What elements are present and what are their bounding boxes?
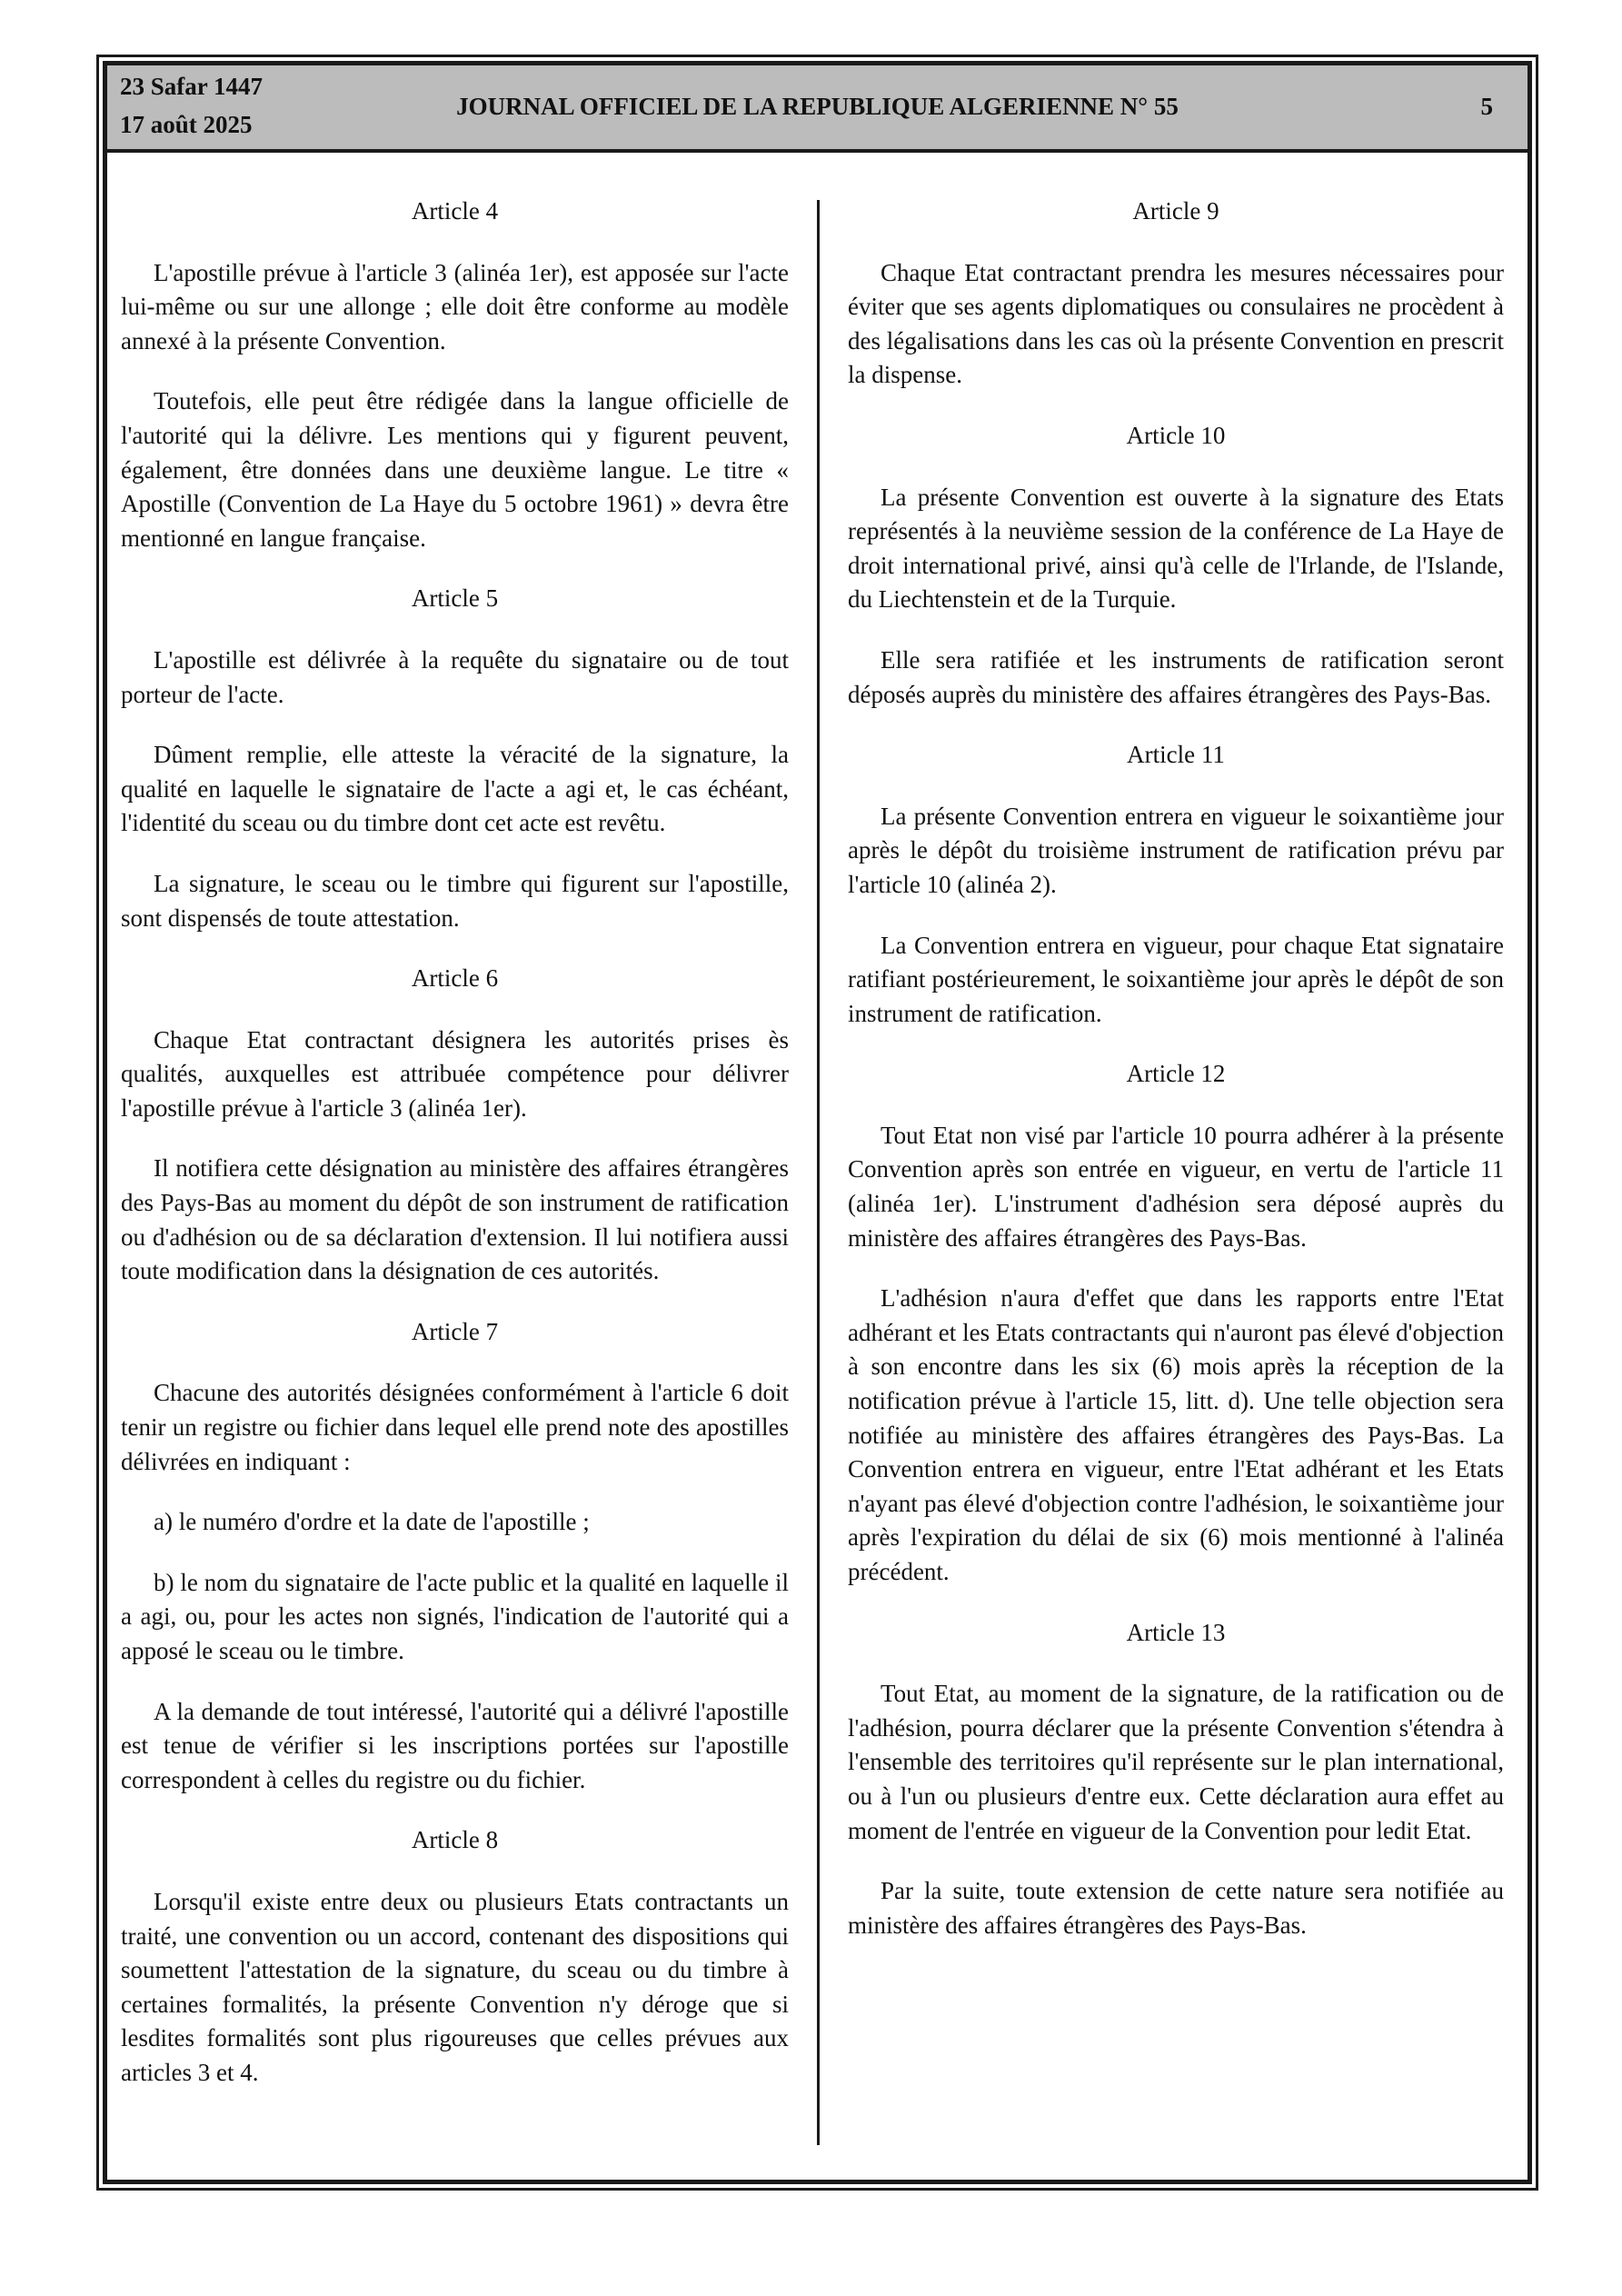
article-paragraph: Chaque Etat contractant désignera les autorités prises ès qualités, auxquelles est attribuée compétence pour délivrer l'apostille prévue à l'article 3 (alinéa 1er). <box>121 1025 789 1122</box>
article-heading: Article 7 <box>411 1317 499 1345</box>
article-paragraph: Tout Etat non visé par l'article 10 pourra adhérer à la présente Convention après son entrée en vigueur, en vertu de l'article 11 (alinéa 1er). L'instrument d'adhésion sera déposé auprès du ministère des affaires étrangères des Pays-Bas. <box>848 1121 1504 1252</box>
article-paragraph: b) le nom du signataire de l'acte public et la qualité en laquelle il a agi, ou, pour les actes non signés, l'indication de l'autorité qui a apposé le sceau ou le timbre. <box>121 1568 789 1664</box>
article-paragraph: Toutefois, elle peut être rédigée dans la langue officielle de l'autorité qui la délivre. Les mentions qui y figurent peuvent, également, être données dans une deuxième langue. Le titre « Apostille (Convention de La Haye du 5 octobre 1961) » devra être mentionné en langue française. <box>121 387 789 552</box>
article-heading: Article 8 <box>411 1826 499 1854</box>
article-paragraph: La signature, le sceau ou le timbre qui figurent sur l'apostille, sont dispensés de toute attestation. <box>121 869 789 932</box>
article-paragraph: La présente Convention est ouverte à la signature des Etats représentés à la neuvième session de la conférence de La Haye de droit international privé, ainsi qu'à celle de l'Irlande, de l'Islande, du Liechtenstein et de la Turquie. <box>848 483 1504 614</box>
article-heading: Article 11 <box>1127 741 1225 769</box>
article-paragraph: Par la suite, toute extension de cette nature sera notifiée au ministère des affaires étrangères des Pays-Bas. <box>848 1877 1504 1939</box>
article-heading: Article 10 <box>1126 421 1226 449</box>
right-column <box>848 195 1504 1969</box>
article-paragraph: L'apostille est délivrée à la requête du signataire ou de tout porteur de l'acte. <box>121 645 789 708</box>
article-heading: Article 9 <box>1132 197 1219 225</box>
hijri-date: 23 Safar 1447 <box>120 73 264 100</box>
article-heading: Article 5 <box>411 584 499 613</box>
article-paragraph: Elle sera ratifiée et les instruments de ratification seront déposés auprès du ministère des affaires étrangères des Pays-Bas. <box>848 645 1504 708</box>
journal-header <box>107 65 1527 153</box>
article-heading: Article 13 <box>1126 1618 1226 1646</box>
gregorian-date: 17 août 2025 <box>120 111 253 138</box>
page-number: 5 <box>1480 93 1493 120</box>
article-paragraph: La Convention entrera en vigueur, pour chaque Etat signataire ratifiant postérieurement, le soixantième jour après le dépôt de son instrument de ratification. <box>848 931 1504 1027</box>
article-paragraph: a) le numéro d'ordre et la date de l'apostille ; <box>154 1508 590 1536</box>
article-paragraph: La présente Convention entrera en vigueur le soixantième jour après le dépôt du troisième instrument de ratification prévu par l'article 10 (alinéa 2). <box>848 802 1504 898</box>
article-paragraph: Il notifiera cette désignation au ministère des affaires étrangères des Pays-Bas au moment du dépôt de son instrument de ratification ou d'adhésion ou de sa déclaration d'extension. Il lui notifiera aussi toute modification dans la désignation de ces autorités. <box>121 1154 789 1285</box>
article-paragraph: Chacune des autorités désignées conformément à l'article 6 doit tenir un registre ou fichier dans lequel elle prend note des apostilles délivrées en indiquant : <box>121 1379 789 1475</box>
left-column <box>121 195 789 2117</box>
article-paragraph: Lorsqu'il existe entre deux ou plusieurs Etats contractants un traité, une convention ou un accord, contenant des dispositions qui soumettent l'attestation de la signature, du sceau ou du timbre à certaines formalités, la présente Convention n'y déroge que si lesdites formalités sont plus rigoureuses que celles prévues aux articles 3 et 4. <box>121 1887 789 2086</box>
article-paragraph: Tout Etat, au moment de la signature, de la ratification ou de l'adhésion, pourra déclarer que la présente Convention s'étendra à l'ensemble des territoires qu'il représente sur le plan international, ou à l'un ou plusieurs d'entre eux. Cette déclaration aura effet au moment de l'entrée en vigueur de la Convention pour ledit Etat. <box>848 1680 1504 1844</box>
article-paragraph: Dûment remplie, elle atteste la véracité de la signature, la qualité en laquelle le signataire de l'acte a agi et, le cas échéant, l'identité du sceau ou du timbre dont cet acte est revêtu. <box>121 741 789 837</box>
article-heading: Article 4 <box>411 197 499 225</box>
column-divider <box>817 200 820 2145</box>
article-paragraph: Chaque Etat contractant prendra les mesures nécessaires pour éviter que ses agents diplomatiques ou consulaires ne procèdent à des légalisations dans les cas où la présente Convention en prescrit la dispense. <box>848 258 1504 389</box>
article-paragraph: A la demande de tout intéressé, l'autorité qui a délivré l'apostille est tenue de vérifier si les inscriptions portées sur l'apostille correspondent à celles du registre ou du fichier. <box>121 1697 789 1793</box>
article-heading: Article 12 <box>1126 1060 1226 1088</box>
journal-title: JOURNAL OFFICIEL DE LA REPUBLIQUE ALGERIENNE N° 55 <box>456 93 1179 120</box>
article-paragraph: L'adhésion n'aura d'effet que dans les rapports entre l'Etat adhérant et les Etats contractants qui n'auront pas élevé d'objection à son encontre dans les six (6) mois après la réception de la notification prévue à l'article 15, litt. d). Une telle objection sera notifiée au ministère des affaires étrangères des Pays-Bas. La Convention entrera en vigueur, entre l'Etat adhérant et les Etats n'ayant pas élevé d'objection contre l'adhésion, le soixantième jour après l'expiration du délai de six (6) mois mentionné à l'alinéa précédent. <box>848 1284 1504 1585</box>
article-paragraph: L'apostille prévue à l'article 3 (alinéa 1er), est apposée sur l'acte lui-même ou sur une allonge ; elle doit être conforme au modèle annexé à la présente Convention. <box>121 258 789 354</box>
article-heading: Article 6 <box>411 964 499 993</box>
